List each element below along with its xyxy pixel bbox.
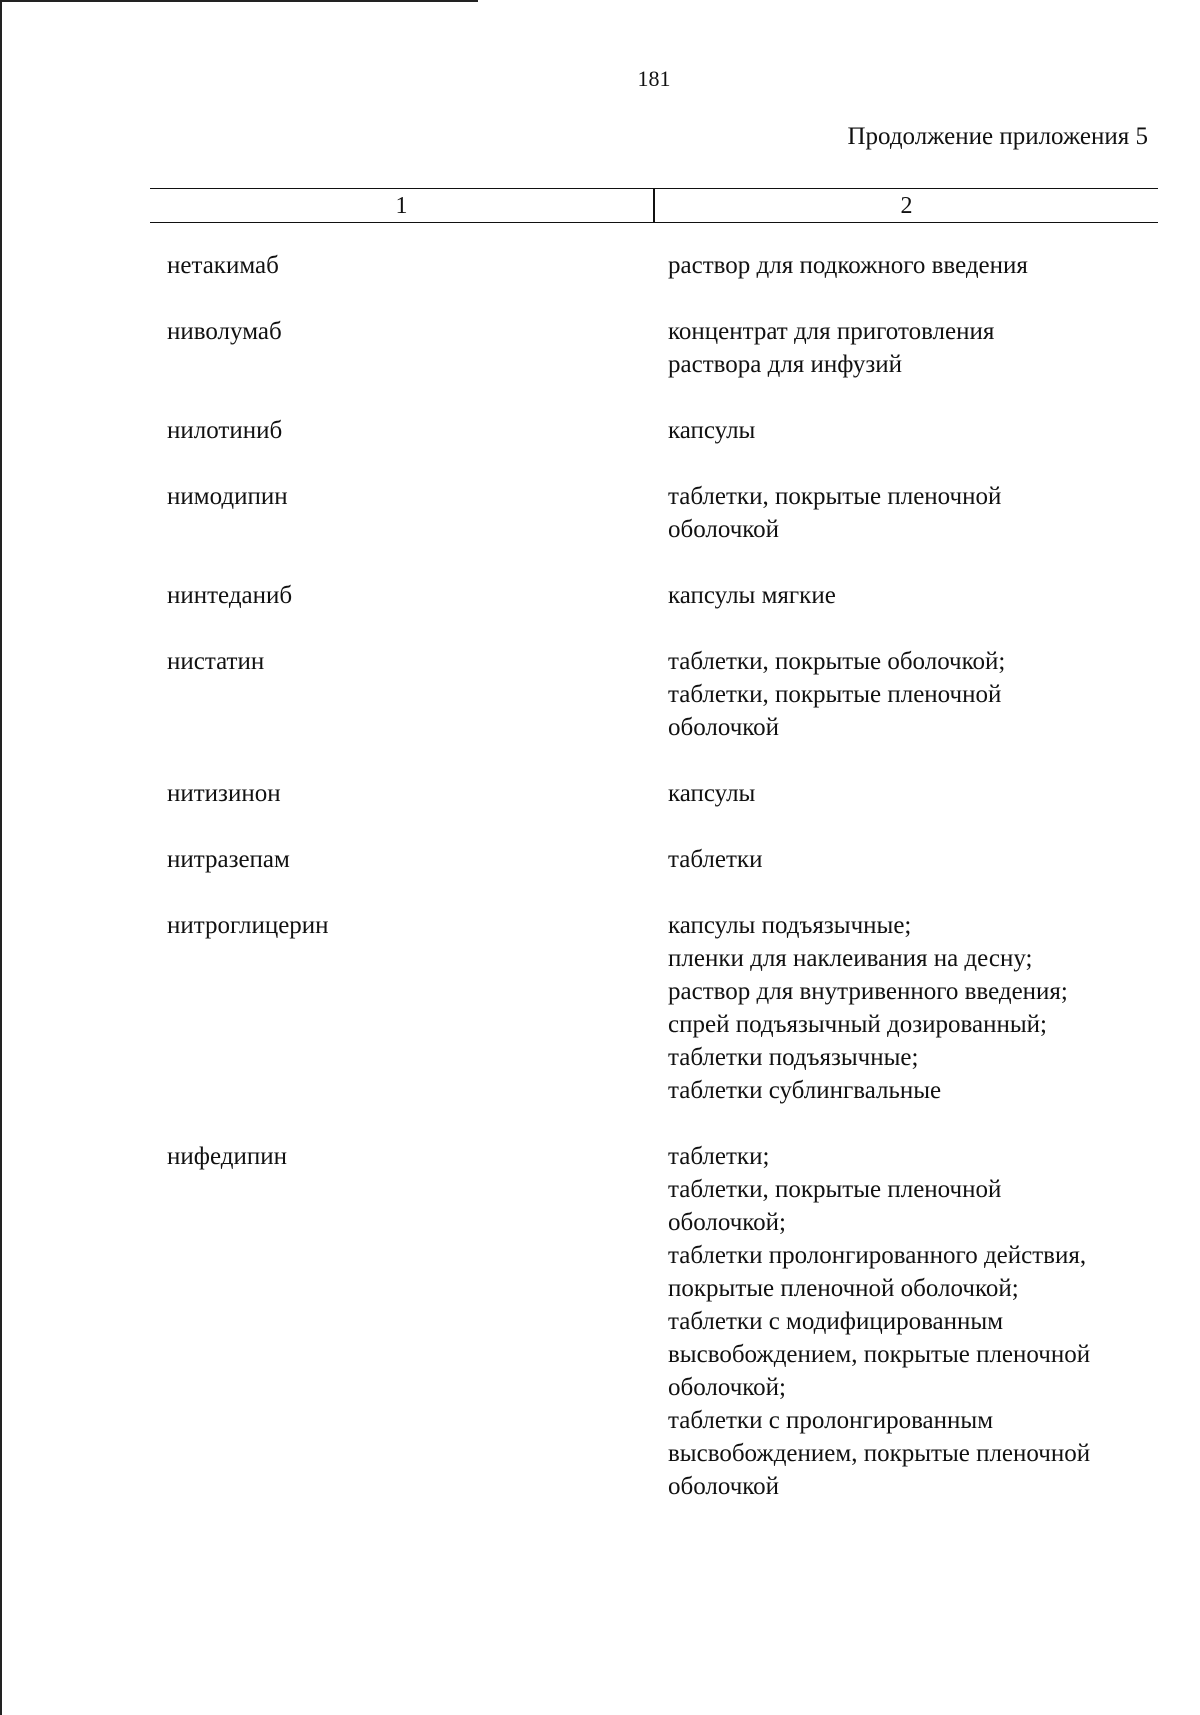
drug-list — [0, 249, 1200, 1536]
drug-name: нилотиниб — [167, 417, 283, 444]
drug-name: нифедипин — [167, 1143, 287, 1170]
dosage-form-line: высвобождением, покрытые пленочной — [668, 1440, 1091, 1467]
table-header — [150, 188, 1158, 223]
dosage-form-line: таблетки подъязычные; — [668, 1044, 919, 1071]
column-number-2: 2 — [900, 193, 913, 219]
table-row — [0, 315, 1200, 381]
table-row — [0, 909, 1200, 1107]
table-row — [0, 645, 1200, 744]
dosage-form-line: таблетки — [668, 846, 763, 873]
dosage-form-line: таблетки, покрытые пленочной — [668, 483, 1002, 510]
dosage-form-line: таблетки пролонгированного действия, — [668, 1242, 1087, 1269]
dosage-form-line: высвобождением, покрытые пленочной — [668, 1341, 1091, 1368]
dosage-form-line: капсулы подъязычные; — [668, 912, 912, 939]
dosage-form-line: таблетки, покрытые пленочной — [668, 1176, 1002, 1203]
drug-name: нитразепам — [167, 846, 290, 873]
drug-name: нетакимаб — [167, 252, 279, 279]
dosage-forms — [668, 777, 1188, 810]
dosage-form-line: таблетки с модифицированным — [668, 1308, 1004, 1335]
drug-name: нинтеданиб — [167, 582, 293, 609]
page-number: 181 — [637, 66, 671, 91]
dosage-forms — [668, 579, 1188, 612]
dosage-forms — [668, 414, 1188, 447]
dosage-form-line: таблетки, покрытые оболочкой; — [668, 648, 1006, 675]
dosage-form-line: спрей подъязычный дозированный; — [668, 1011, 1047, 1038]
dosage-form-line: оболочкой — [668, 516, 780, 543]
dosage-forms — [668, 315, 1188, 381]
dosage-form-line: покрытые пленочной оболочкой; — [668, 1275, 1019, 1302]
dosage-form-line: пленки для наклеивания на десну; — [668, 945, 1033, 972]
drug-name: нимодипин — [167, 483, 288, 510]
dosage-forms — [668, 843, 1188, 876]
drug-name: ниволумаб — [167, 318, 282, 345]
table-row — [0, 480, 1200, 546]
dosage-forms — [668, 645, 1188, 744]
dosage-form-line: раствора для инфузий — [668, 351, 903, 378]
drug-name: нистатин — [167, 648, 265, 675]
table-row — [0, 414, 1200, 447]
table-row — [0, 579, 1200, 612]
table-row — [0, 843, 1200, 876]
dosage-form-line: оболочкой; — [668, 1209, 786, 1236]
drug-name: нитизинон — [167, 780, 281, 807]
appendix-note: Продолжение приложения 5 — [847, 123, 1148, 150]
dosage-forms — [668, 1140, 1188, 1503]
dosage-form-line: концентрат для приготовления — [668, 318, 995, 345]
dosage-form-line: капсулы мягкие — [668, 582, 836, 609]
dosage-forms — [668, 909, 1188, 1107]
dosage-forms — [668, 480, 1188, 546]
drug-name: нитроглицерин — [167, 912, 329, 939]
dosage-form-line: таблетки, покрытые пленочной — [668, 681, 1002, 708]
dosage-form-line: таблетки сублингвальные — [668, 1077, 942, 1104]
dosage-form-line: капсулы — [668, 780, 756, 807]
dosage-form-line: оболочкой — [668, 714, 780, 741]
dosage-form-line: оболочкой — [668, 1473, 780, 1500]
dosage-form-line: капсулы — [668, 417, 756, 444]
dosage-form-line: таблетки с пролонгированным — [668, 1407, 994, 1434]
table-row — [0, 777, 1200, 810]
dosage-forms — [668, 249, 1188, 282]
table-row — [0, 249, 1200, 282]
dosage-form-line: раствор для внутривенного введения; — [668, 978, 1068, 1005]
dosage-form-line: таблетки; — [668, 1143, 770, 1170]
scan-edge-top — [0, 0, 478, 2]
column-number-1: 1 — [395, 193, 408, 219]
table-row — [0, 1140, 1200, 1503]
dosage-form-line: оболочкой; — [668, 1374, 786, 1401]
dosage-form-line: раствор для подкожного введения — [668, 252, 1028, 279]
